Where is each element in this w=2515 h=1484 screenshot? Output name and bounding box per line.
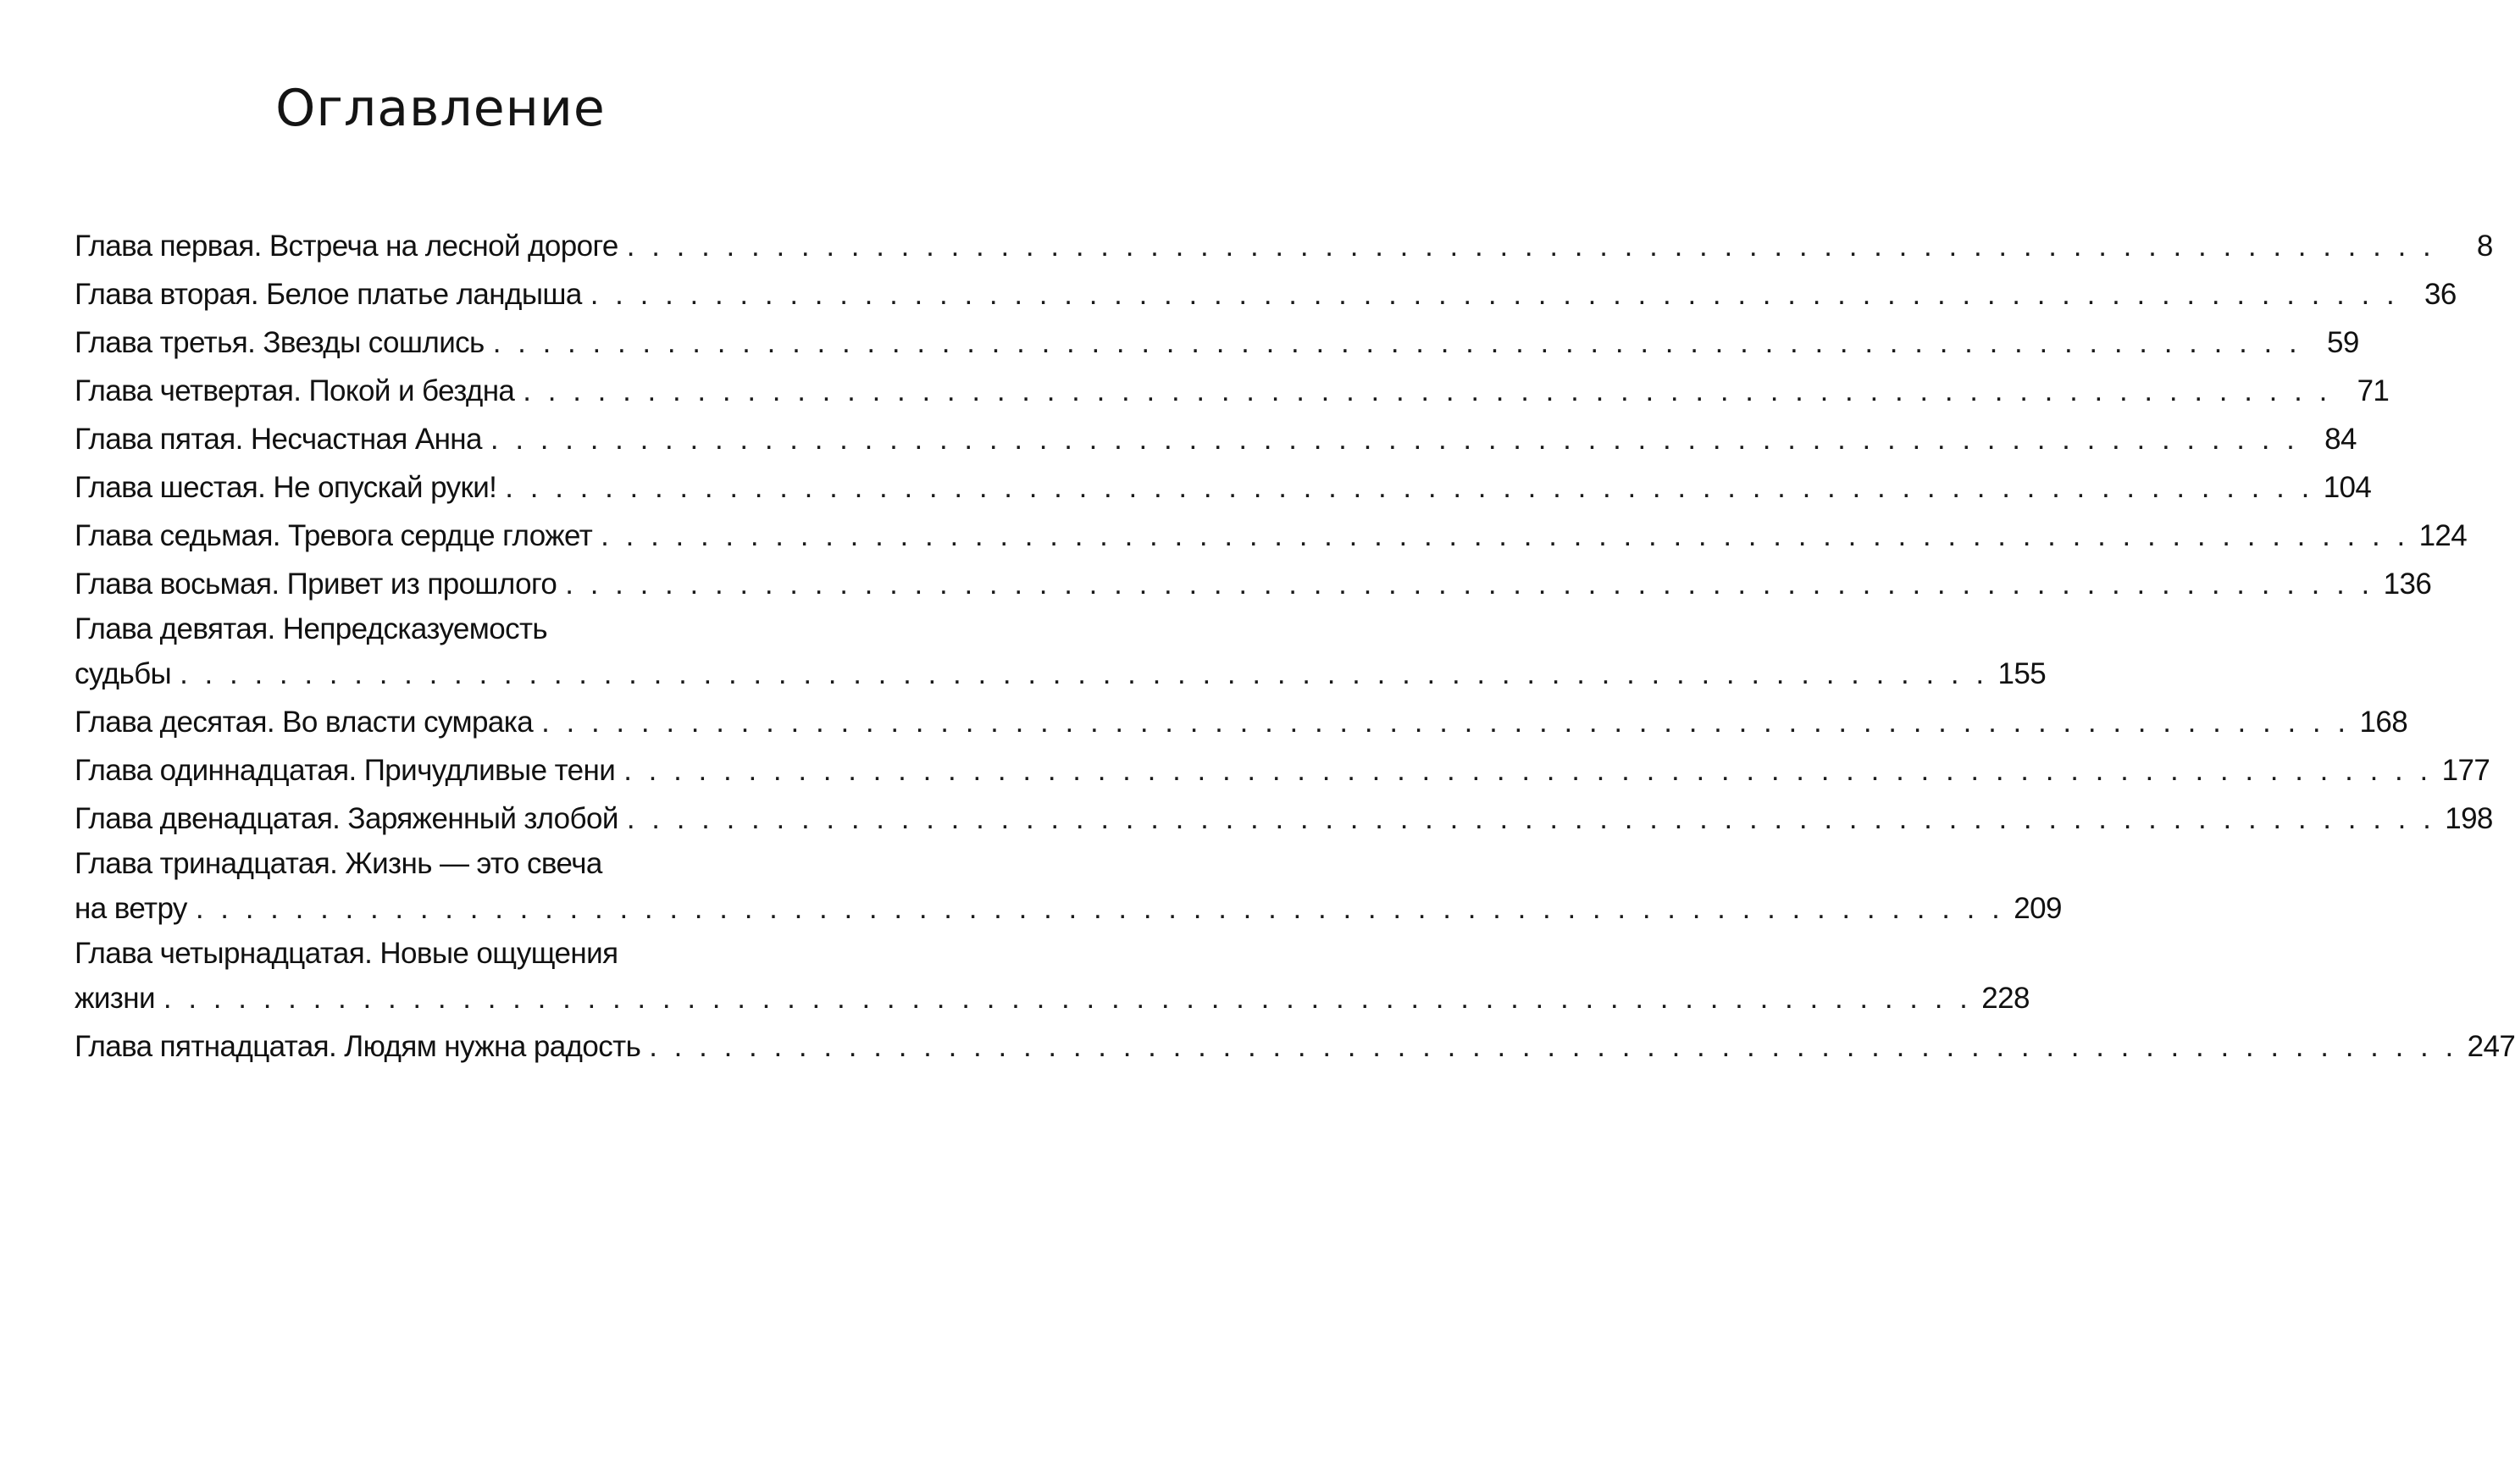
- dot-leader: [601, 512, 2409, 560]
- toc-line: [75, 746, 2490, 795]
- toc-entry-5: [75, 415, 2357, 463]
- toc-line: [75, 1022, 2515, 1071]
- chapter-title: Глава пятая. Несчастная Анна: [75, 423, 482, 456]
- toc-line: [75, 884, 2062, 933]
- page-number: 8: [2476, 230, 2493, 263]
- chapter-title: Глава двенадцатая. Заряженный злобой: [75, 802, 618, 835]
- page-title: Оглавление: [275, 79, 606, 138]
- dot-leader: [505, 463, 2313, 512]
- dot-leader: [493, 318, 2302, 367]
- dot-leader: [565, 560, 2374, 608]
- toc-line: [75, 270, 2457, 318]
- toc-line: [75, 222, 2493, 270]
- chapter-title: Глава восьмая. Привет из прошлого: [75, 568, 557, 601]
- chapter-title-continued: на ветру: [75, 892, 187, 925]
- chapter-title: Глава одиннадцатая. Причудливые тени: [75, 754, 616, 787]
- chapter-title-continued: жизни: [75, 982, 155, 1015]
- toc-line: [75, 843, 793, 884]
- dot-leader: [196, 884, 2004, 933]
- dot-leader: [649, 1022, 2457, 1071]
- chapter-title: Глава четвертая. Покой и бездна: [75, 374, 515, 407]
- toc-entry-10: [75, 698, 2408, 746]
- toc-entry-9: [75, 608, 2047, 698]
- toc-entry-7: [75, 512, 2468, 560]
- dot-leader: [623, 746, 2432, 795]
- toc-entry-3: [75, 318, 2359, 367]
- page-number: 124: [2418, 519, 2468, 552]
- dot-leader: [541, 698, 2350, 746]
- toc-line: [75, 560, 2432, 608]
- chapter-title-continued: судьбы: [75, 657, 172, 690]
- page-number: 36: [2424, 278, 2457, 311]
- toc-entry-14: [75, 933, 2030, 1022]
- toc-line: [75, 795, 2493, 843]
- chapter-title: Глава десятая. Во власти сумрака: [75, 706, 534, 739]
- page-number: 209: [2014, 892, 2062, 925]
- table-of-contents: [75, 222, 2515, 1071]
- toc-entry-11: [75, 746, 2490, 795]
- dot-leader: [180, 650, 1988, 698]
- page-number: 177: [2441, 754, 2490, 787]
- chapter-title: Глава первая. Встреча на лесной дороге: [75, 230, 618, 263]
- toc-line: [75, 463, 2372, 512]
- chapter-title: Глава шестая. Не опускай руки!: [75, 471, 497, 504]
- page-number: 59: [2326, 326, 2359, 359]
- page-number: 168: [2359, 706, 2408, 739]
- toc-entry-15: [75, 1022, 2515, 1071]
- toc-line: [75, 698, 2408, 746]
- toc-line: [75, 608, 793, 650]
- toc-entry-4: [75, 367, 2390, 415]
- toc-line: [75, 974, 2030, 1022]
- page-number: 198: [2445, 802, 2493, 835]
- dot-leader: [490, 415, 2299, 463]
- page-number: 104: [2323, 471, 2372, 504]
- chapter-title: Глава пятнадцатая. Людям нужна радость: [75, 1030, 641, 1063]
- dot-leader: [523, 367, 2331, 415]
- dot-leader: [627, 795, 2435, 843]
- page-number: 228: [1981, 982, 2030, 1015]
- page-number: 155: [1997, 657, 2047, 690]
- chapter-title: Глава вторая. Белое платье ландыша: [75, 278, 582, 311]
- toc-entry-6: [75, 463, 2372, 512]
- toc-line: [75, 512, 2468, 560]
- chapter-title: Глава четырнадцатая. Новые ощущения: [75, 937, 618, 970]
- dot-leader: [590, 270, 2399, 318]
- chapter-title: Глава девятая. Непредсказуемость: [75, 612, 548, 645]
- toc-line: [75, 933, 793, 974]
- toc-entry-8: [75, 560, 2432, 608]
- toc-line: [75, 367, 2390, 415]
- chapter-title: Глава седьмая. Тревога сердце гложет: [75, 519, 593, 552]
- dot-leader: [627, 222, 2435, 270]
- page-number: 71: [2357, 374, 2390, 407]
- toc-entry-12: [75, 795, 2493, 843]
- toc-line: [75, 650, 2047, 698]
- toc-line: [75, 318, 2359, 367]
- toc-entry-2: [75, 270, 2457, 318]
- chapter-title: Глава тринадцатая. Жизнь — это свеча: [75, 847, 602, 880]
- chapter-title: Глава третья. Звезды сошлись: [75, 326, 485, 359]
- toc-entry-1: [75, 222, 2493, 270]
- dot-leader: [163, 974, 1972, 1022]
- page-number: 247: [2467, 1030, 2515, 1063]
- page-number: 136: [2383, 568, 2432, 601]
- page-number: 84: [2324, 423, 2357, 456]
- toc-entry-13: [75, 843, 2062, 933]
- toc-line: [75, 415, 2357, 463]
